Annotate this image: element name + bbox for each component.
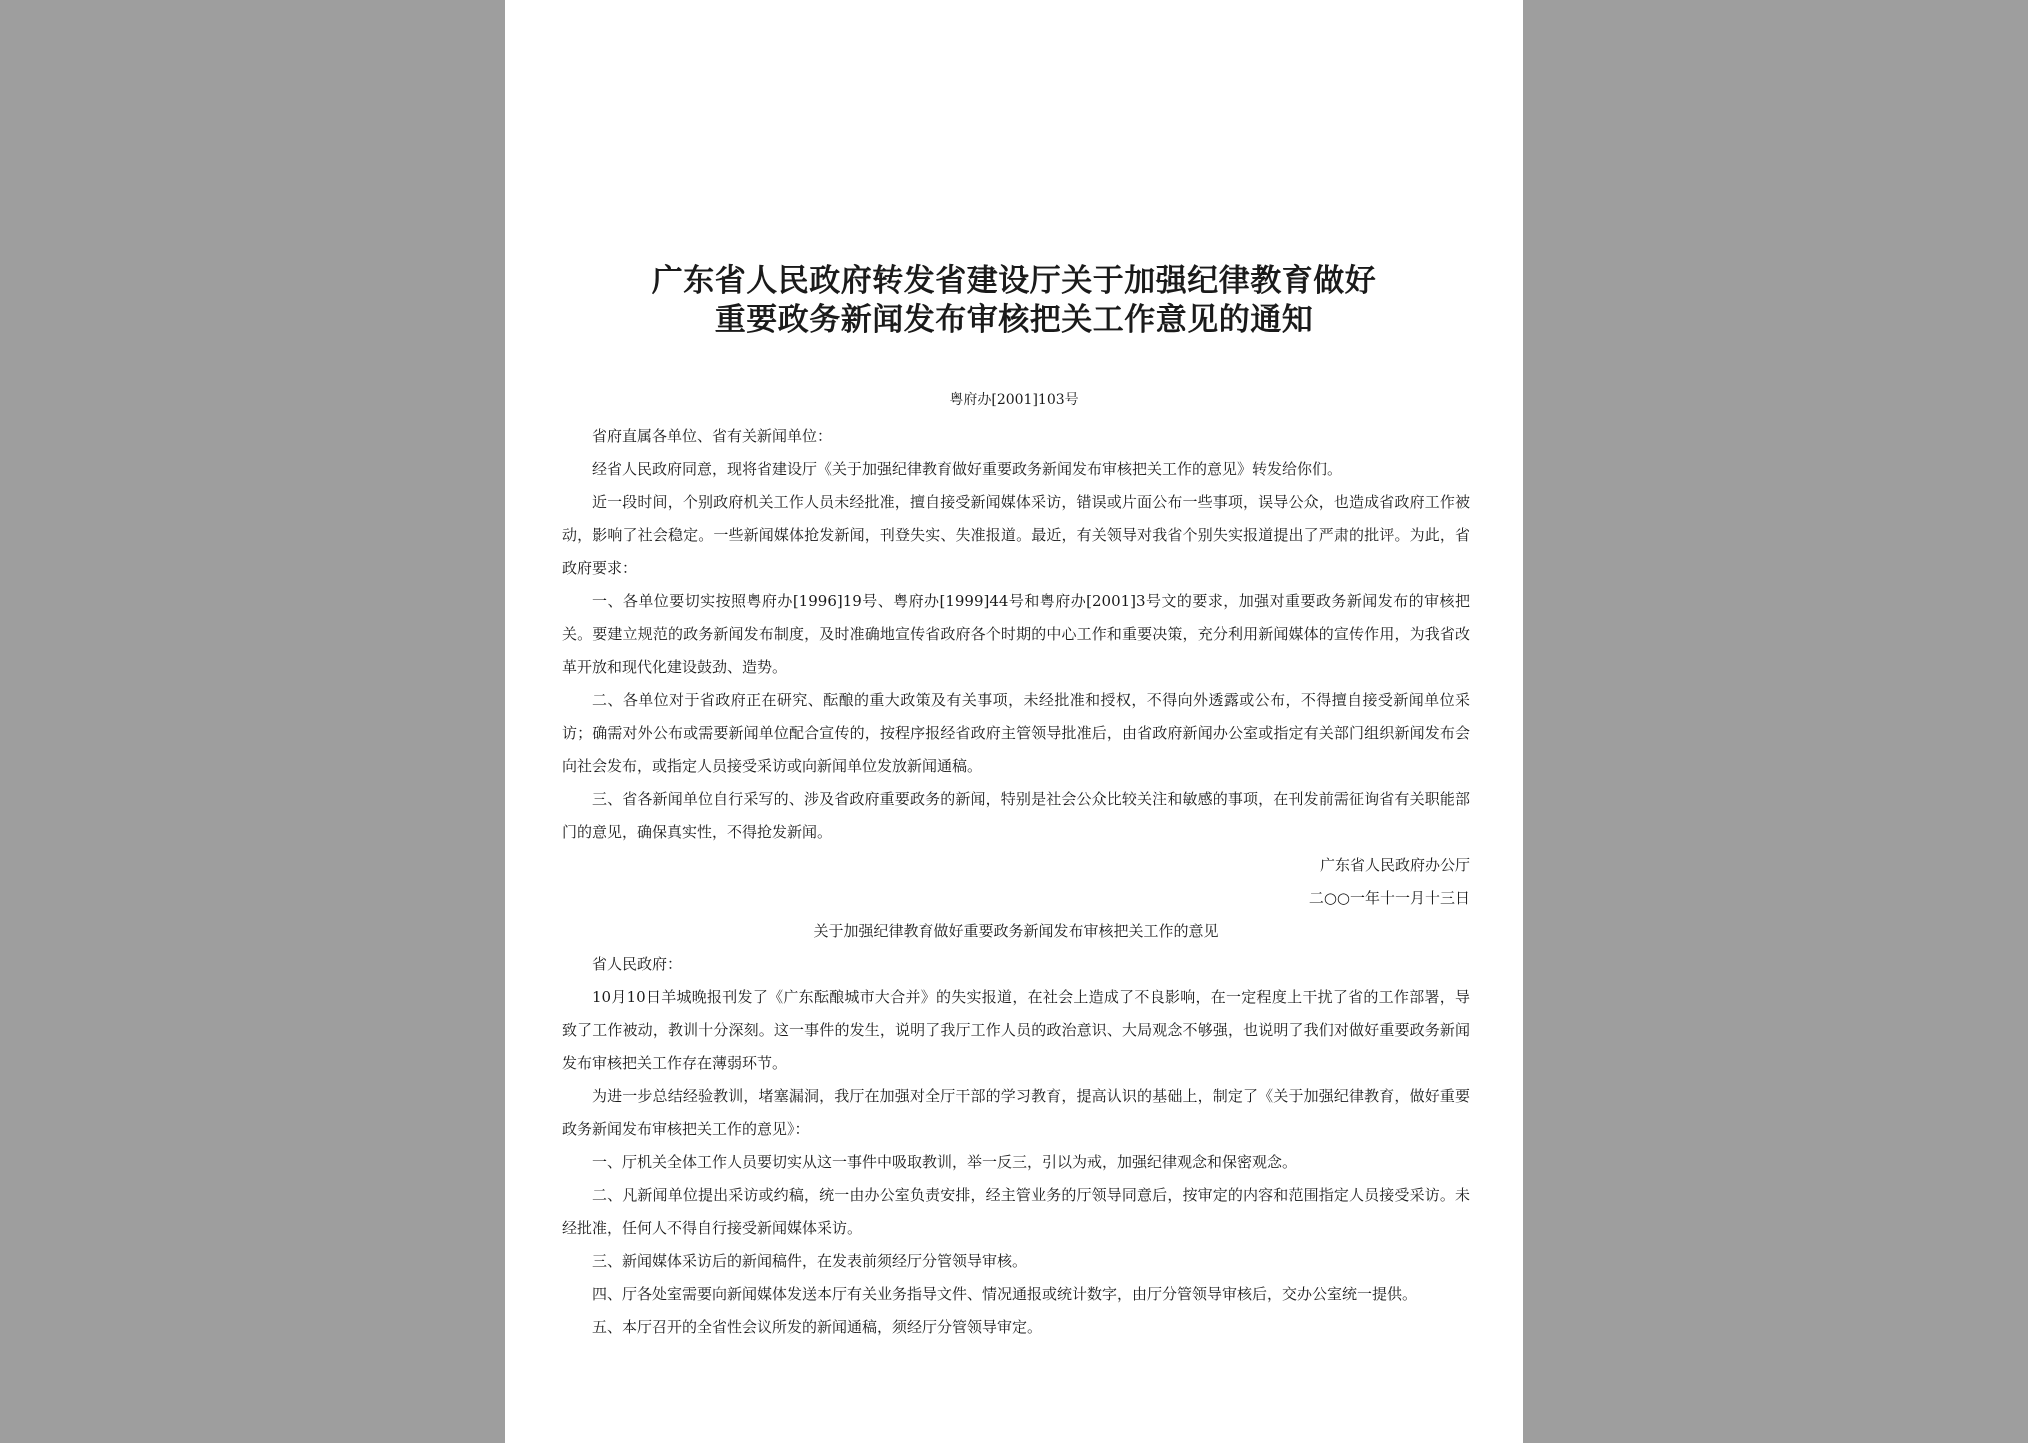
attachment-paragraph: 二、凡新闻单位提出采访或约稿，统一由办公室负责安排，经主管业务的厅领导同意后，按审定的内容和范围指定人员接受采访。未经批准，任何人不得自行接受新闻媒体采访。 [562,1186,1470,1237]
paragraph: 经省人民政府同意，现将省建设厅《关于加强纪律教育做好重要政务新闻发布审核把关工作的意见》转发给你们。 [592,460,1343,478]
paragraph: 三、省各新闻单位自行采写的、涉及省政府重要政务的新闻，特别是社会公众比较关注和敏感的事项，在刊发前需征询省有关职能部门的意见，确保真实性，不得抢发新闻。 [562,790,1470,841]
issue-date: 二○○一年十一月十三日 [1308,889,1470,907]
attachment-paragraph: 三、新闻媒体采访后的新闻稿件，在发表前须经厅分管领导审核。 [592,1252,1028,1270]
attachment-salutation: 省人民政府： [592,955,683,973]
paragraph: 二、各单位对于省政府正在研究、酝酿的重大政策及有关事项，未经批准和授权，不得向外透露或公布，不得擅自接受新闻单位采访；确需对外公布或需要新闻单位配合宣传的，按程序报经省政府主管领导批准后，由省政府新闻办公室或指定有关部门组织新闻发布会向社会发布，或指定人员接受采访或向新闻单位发放新闻通稿。 [562,691,1470,775]
attachment-paragraph: 五、本厅召开的全省性会议所发的新闻通稿，须经厅分管领导审定。 [592,1318,1043,1336]
attachment-paragraph: 一、厅机关全体工作人员要切实从这一事件中吸取教训，举一反三，引以为戒，加强纪律观念和保密观念。 [592,1153,1298,1171]
attachment-paragraph: 四、厅各处室需要向新闻媒体发送本厅有关业务指导文件、情况通报或统计数字，由厅分管领导审核后，交办公室统一提供。 [592,1285,1418,1303]
document-page [505,0,1523,1443]
attachment-paragraph: 10月10日羊城晚报刊发了《广东酝酿城市大合并》的失实报道，在社会上造成了不良影响，在一定程度上干扰了省的工作部署，导致了工作被动，教训十分深刻。这一事件的发生，说明了我厅工作人员的政治意识、大局观念不够强，也说明了我们对做好重要政务新闻发布审核把关工作存在薄弱环节。 [562,988,1470,1072]
title-line-2: 重要政务新闻发布审核把关工作意见的通知 [714,302,1314,338]
attachment-paragraph: 为进一步总结经验教训，堵塞漏洞，我厅在加强对全厅干部的学习教育，提高认识的基础上，制定了《关于加强纪律教育，做好重要政务新闻发布审核把关工作的意见》： [562,1087,1470,1138]
document-title [565,262,1463,340]
document-number: 粤府办[2001]103号 [949,392,1079,408]
paragraph: 近一段时间，个别政府机关工作人员未经批准，擅自接受新闻媒体采访，错误或片面公布一些事项，误导公众，也造成省政府工作被动，影响了社会稳定。一些新闻媒体抢发新闻，刊登失实、失准报道。最近，有关领导对我省个别失实报道提出了严肃的批评。为此，省政府要求： [562,493,1470,577]
title-line-1: 广东省人民政府转发省建设厅关于加强纪律教育做好 [651,263,1377,299]
salutation: 省府直属各单位、省有关新闻单位： [592,427,833,445]
document-body [562,420,1470,1344]
attachment-title: 关于加强纪律教育做好重要政务新闻发布审核把关工作的意见 [813,922,1219,940]
signature: 广东省人民政府办公厅 [1319,856,1470,874]
paragraph: 一、各单位要切实按照粤府办[1996]19号、粤府办[1999]44号和粤府办[2001]3号文的要求，加强对重要政务新闻发布的审核把关。要建立规范的政务新闻发布制度，及时准确地宣传省政府各个时期的中心工作和重要决策，充分利用新闻媒体的宣传作用，为我省改革开放和现代化建设鼓劲、造势。 [562,592,1470,676]
